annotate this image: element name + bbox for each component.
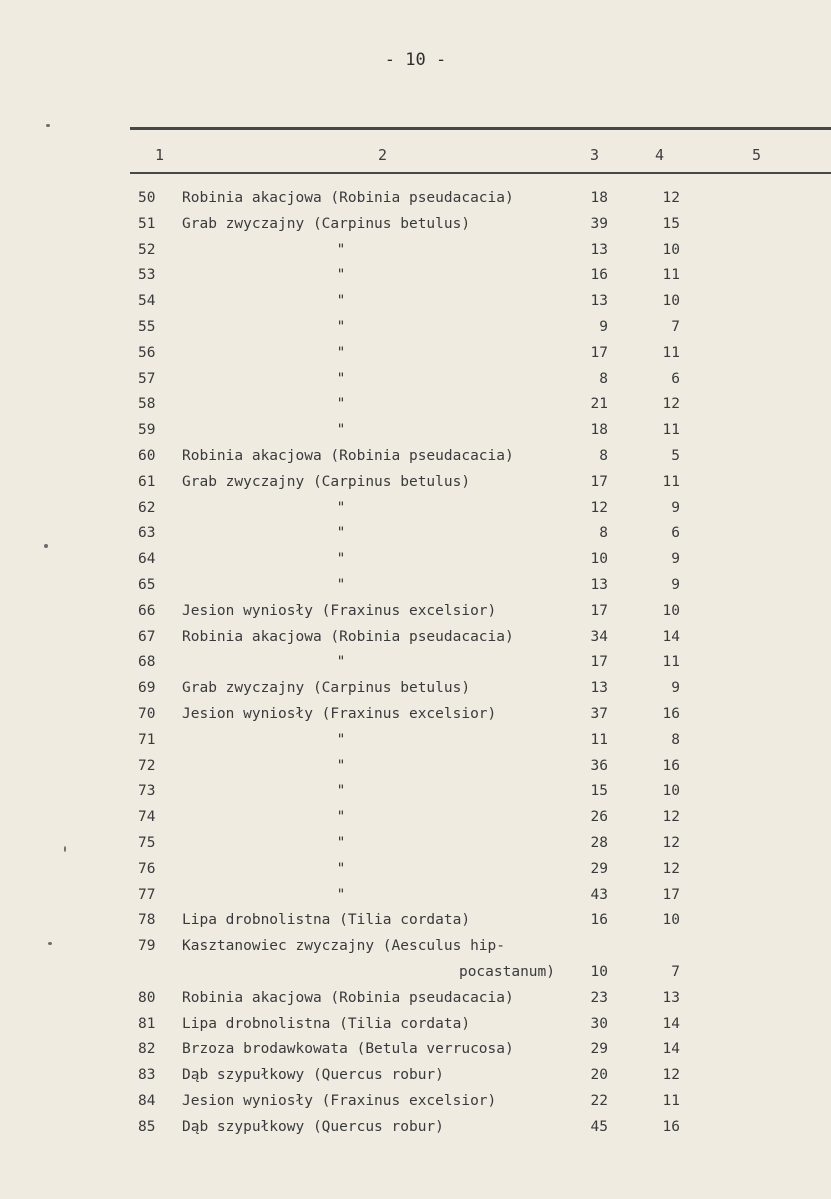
column-4-value: 10 <box>662 783 680 800</box>
species-name-line: " <box>336 370 346 387</box>
column-3-value: 18 <box>590 190 608 206</box>
column-4-value: 11 <box>662 473 680 490</box>
table-row <box>0 341 831 367</box>
column-4-value: 5 <box>671 447 680 464</box>
species-name <box>182 779 500 805</box>
column-3-value: 29 <box>590 1041 608 1058</box>
column-3-value: 17 <box>590 344 608 361</box>
table-row <box>0 857 831 883</box>
species-name-line: Grab zwyczajny (Carpinus betulus) <box>182 473 471 490</box>
species-name-line: Lipa drobnolistna (Tilia cordata) <box>182 1015 471 1032</box>
species-name-line: " <box>336 551 346 568</box>
paper-speck <box>46 124 50 127</box>
column-3-value: 23 <box>590 989 608 1006</box>
species-name-line: Lipa drobnolistna (Tilia cordata) <box>182 912 471 929</box>
species-name <box>182 289 500 315</box>
species-name <box>182 1012 582 1038</box>
table-row <box>0 238 831 264</box>
row-number: 62 <box>138 499 156 516</box>
column-3-value: 43 <box>590 886 608 903</box>
species-name <box>182 521 500 547</box>
species-name <box>182 1063 582 1089</box>
table-row <box>0 728 831 754</box>
table-row <box>0 547 831 573</box>
row-number: 55 <box>138 318 156 335</box>
table-row <box>0 1089 831 1115</box>
column-4-value: 8 <box>671 731 680 748</box>
column-3-value: 30 <box>590 1015 608 1032</box>
column-3-value: 8 <box>599 525 608 542</box>
species-name <box>182 547 500 573</box>
row-number: 71 <box>138 731 156 748</box>
row-number: 77 <box>138 886 156 903</box>
row-number: 56 <box>138 344 156 361</box>
species-name-line: " <box>336 267 346 284</box>
column-3-value: 8 <box>599 370 608 387</box>
species-name <box>182 1037 582 1063</box>
species-name <box>182 754 500 780</box>
column-4-value: 14 <box>662 1015 680 1032</box>
species-name-line: " <box>336 860 346 877</box>
column-4-value: 12 <box>662 190 680 206</box>
species-name <box>182 496 500 522</box>
species-name-line: " <box>336 654 346 671</box>
column-3-value: 8 <box>599 447 608 464</box>
row-number: 78 <box>138 912 156 929</box>
row-number: 85 <box>138 1118 156 1135</box>
column-3-value: 11 <box>590 731 608 748</box>
table-row <box>0 599 831 625</box>
species-name-line: " <box>336 422 346 439</box>
column-4-value: 12 <box>662 396 680 413</box>
table-row <box>0 986 831 1012</box>
column-3-value: 28 <box>590 834 608 851</box>
species-name <box>182 573 500 599</box>
column-3-value: 13 <box>590 576 608 593</box>
row-number: 60 <box>138 447 156 464</box>
row-number: 67 <box>138 628 156 645</box>
row-number: 73 <box>138 783 156 800</box>
table-row <box>0 1037 831 1063</box>
column-3-value: 21 <box>590 396 608 413</box>
species-name-line: " <box>336 576 346 593</box>
row-number: 69 <box>138 680 156 697</box>
row-number: 75 <box>138 834 156 851</box>
species-name-line: " <box>336 757 346 774</box>
species-name <box>182 702 582 728</box>
table-row <box>0 212 831 238</box>
column-3-value: 17 <box>590 602 608 619</box>
species-name <box>182 599 582 625</box>
species-name-line: Grab zwyczajny (Carpinus betulus) <box>182 680 471 697</box>
table-row <box>0 779 831 805</box>
column-4-value: 16 <box>662 1118 680 1135</box>
row-number: 66 <box>138 602 156 619</box>
table-row <box>0 676 831 702</box>
row-number: 57 <box>138 370 156 387</box>
table-row <box>0 186 831 212</box>
column-4-value: 7 <box>671 963 680 980</box>
species-name-line: " <box>336 731 346 748</box>
species-name <box>182 857 500 883</box>
row-number: 59 <box>138 422 156 439</box>
column-3-value: 34 <box>590 628 608 645</box>
row-number: 81 <box>138 1015 156 1032</box>
table-row <box>0 496 831 522</box>
column-3-value: 9 <box>599 318 608 335</box>
row-number: 84 <box>138 1092 156 1109</box>
species-name <box>182 341 500 367</box>
column-4-value: 10 <box>662 912 680 929</box>
column-4-value: 11 <box>662 267 680 284</box>
column-3-value: 17 <box>590 654 608 671</box>
row-number: 64 <box>138 551 156 568</box>
table-row <box>0 315 831 341</box>
table-row <box>0 418 831 444</box>
column-4-value: 9 <box>671 499 680 516</box>
table-row <box>0 444 831 470</box>
row-number: 61 <box>138 473 156 490</box>
species-name-line: Robinia akacjowa (Robinia pseudacacia) <box>182 628 514 645</box>
column-4-value: 9 <box>671 576 680 593</box>
table-row <box>0 289 831 315</box>
row-number: 52 <box>138 241 156 258</box>
table-row <box>0 831 831 857</box>
species-name <box>182 186 582 212</box>
row-number: 65 <box>138 576 156 593</box>
species-name <box>182 315 500 341</box>
species-name <box>182 650 500 676</box>
species-name-line: " <box>336 834 346 851</box>
column-3-value: 16 <box>590 912 608 929</box>
page-number: - 10 - <box>384 50 447 70</box>
table-row <box>0 392 831 418</box>
species-name-line: Robinia akacjowa (Robinia pseudacacia) <box>182 190 514 206</box>
column-4-value: 17 <box>662 886 680 903</box>
species-name-line: Brzoza brodawkowata (Betula verrucosa) <box>182 1041 514 1058</box>
species-name-line: " <box>336 396 346 413</box>
column-4-value: 12 <box>662 860 680 877</box>
species-name <box>182 418 500 444</box>
species-name-line: " <box>336 525 346 542</box>
column-header-3: 3 <box>590 146 600 164</box>
species-name <box>182 676 582 702</box>
table-row <box>0 883 831 909</box>
column-3-value: 18 <box>590 422 608 439</box>
species-name-line: " <box>336 241 346 258</box>
column-4-value: 15 <box>662 215 680 232</box>
column-3-value: 22 <box>590 1092 608 1109</box>
table-row <box>0 263 831 289</box>
column-4-value: 9 <box>671 680 680 697</box>
row-number: 50 <box>138 190 156 206</box>
column-header-4: 4 <box>655 146 665 164</box>
species-name <box>182 238 500 264</box>
row-number: 58 <box>138 396 156 413</box>
column-4-value: 11 <box>662 654 680 671</box>
column-header-2: 2 <box>378 146 388 164</box>
row-number: 70 <box>138 705 156 722</box>
row-number: 72 <box>138 757 156 774</box>
species-name-line: Kasztanowiec zwyczajny (Aesculus hip- <box>182 938 506 955</box>
table-header-rule <box>130 172 831 174</box>
species-name <box>182 883 500 909</box>
table-row <box>0 521 831 547</box>
table-row <box>0 754 831 780</box>
species-name <box>182 470 582 496</box>
column-4-value: 6 <box>671 525 680 542</box>
row-number: 76 <box>138 860 156 877</box>
column-4-value: 11 <box>662 344 680 361</box>
species-name <box>182 1089 582 1115</box>
table-body <box>0 186 831 1140</box>
row-number: 82 <box>138 1041 156 1058</box>
row-number: 83 <box>138 1067 156 1084</box>
column-3-value: 37 <box>590 705 608 722</box>
column-3-value: 15 <box>590 783 608 800</box>
species-name-line: Jesion wyniosły (Fraxinus excelsior) <box>182 602 497 619</box>
column-3-value: 20 <box>590 1067 608 1084</box>
species-name-line: " <box>336 318 346 335</box>
column-4-value: 6 <box>671 370 680 387</box>
species-name <box>182 367 500 393</box>
column-4-value: 10 <box>662 241 680 258</box>
species-name-line: " <box>336 886 346 903</box>
species-name <box>182 934 582 986</box>
column-3-value: 13 <box>590 241 608 258</box>
species-name-line: " <box>336 809 346 826</box>
column-header-5: 5 <box>752 146 762 164</box>
species-name <box>182 625 582 651</box>
column-3-value: 10 <box>590 551 608 568</box>
table-top-rule <box>130 127 831 130</box>
species-name <box>182 1115 582 1141</box>
row-number: 80 <box>138 989 156 1006</box>
column-3-value: 39 <box>590 215 608 232</box>
row-number: 68 <box>138 654 156 671</box>
column-3-value: 13 <box>590 293 608 310</box>
table-row <box>0 805 831 831</box>
species-name <box>182 986 582 1012</box>
column-4-value: 13 <box>662 989 680 1006</box>
species-name <box>182 444 582 470</box>
species-name-line: Jesion wyniosły (Fraxinus excelsior) <box>182 705 497 722</box>
column-4-value: 16 <box>662 705 680 722</box>
table-row <box>0 1012 831 1038</box>
table-row <box>0 908 831 934</box>
species-name <box>182 392 500 418</box>
species-name-line: Dąb szypułkowy (Quercus robur) <box>182 1118 444 1135</box>
species-name-line: Dąb szypułkowy (Quercus robur) <box>182 1067 444 1084</box>
row-number: 74 <box>138 809 156 826</box>
species-name <box>182 212 582 238</box>
column-3-value: 16 <box>590 267 608 284</box>
column-4-value: 11 <box>662 1092 680 1109</box>
row-number: 51 <box>138 215 156 232</box>
table-row <box>0 1063 831 1089</box>
column-3-value: 12 <box>590 499 608 516</box>
column-4-value: 10 <box>662 602 680 619</box>
column-4-value: 14 <box>662 628 680 645</box>
row-number: 54 <box>138 293 156 310</box>
column-3-value: 29 <box>590 860 608 877</box>
row-number: 79 <box>138 938 156 955</box>
species-name-line: " <box>336 783 346 800</box>
row-number: 53 <box>138 267 156 284</box>
column-4-value: 14 <box>662 1041 680 1058</box>
species-name <box>182 908 582 934</box>
paper-speck <box>48 942 52 945</box>
paper-speck <box>64 846 66 852</box>
species-name-continuation: pocastanum) <box>458 963 555 980</box>
species-name <box>182 263 500 289</box>
species-name-line: " <box>336 499 346 516</box>
species-name-line: " <box>336 293 346 310</box>
column-3-value: 10 <box>590 963 608 980</box>
species-name <box>182 831 500 857</box>
column-3-value: 13 <box>590 680 608 697</box>
column-3-value: 45 <box>590 1118 608 1135</box>
table-row <box>0 367 831 393</box>
column-4-value: 12 <box>662 809 680 826</box>
column-3-value: 17 <box>590 473 608 490</box>
species-name <box>182 805 500 831</box>
column-header-1: 1 <box>155 146 165 164</box>
column-4-value: 9 <box>671 551 680 568</box>
column-4-value: 12 <box>662 834 680 851</box>
species-name-line: Jesion wyniosły (Fraxinus excelsior) <box>182 1092 497 1109</box>
table-row <box>0 1115 831 1141</box>
table-row <box>0 650 831 676</box>
column-4-value: 10 <box>662 293 680 310</box>
column-4-value: 7 <box>671 318 680 335</box>
species-name-line: " <box>336 344 346 361</box>
column-3-value: 26 <box>590 809 608 826</box>
species-name-line: Robinia akacjowa (Robinia pseudacacia) <box>182 447 514 464</box>
column-4-value: 16 <box>662 757 680 774</box>
table-row <box>0 625 831 651</box>
table-row <box>0 934 831 986</box>
column-4-value: 12 <box>662 1067 680 1084</box>
paper-speck <box>44 544 48 548</box>
table-row <box>0 573 831 599</box>
species-name <box>182 728 500 754</box>
species-name-line: Grab zwyczajny (Carpinus betulus) <box>182 215 471 232</box>
table-row <box>0 702 831 728</box>
table-row <box>0 470 831 496</box>
species-name-line: Robinia akacjowa (Robinia pseudacacia) <box>182 989 514 1006</box>
row-number: 63 <box>138 525 156 542</box>
column-3-value: 36 <box>590 757 608 774</box>
column-4-value: 11 <box>662 422 680 439</box>
